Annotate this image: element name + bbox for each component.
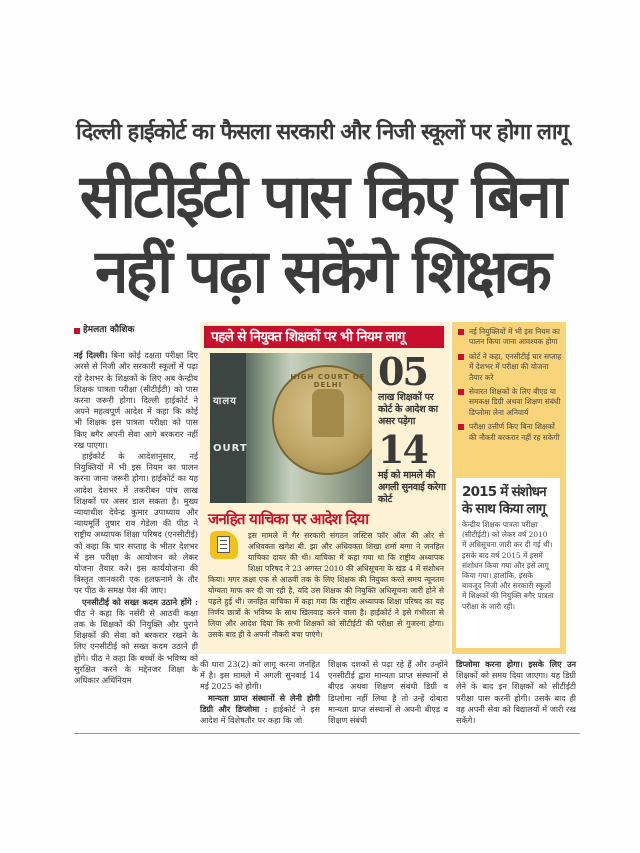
byline-author: हेमलता कौशिक (83, 325, 135, 335)
court-building (210, 353, 246, 503)
sign-hindi: यालय (213, 396, 237, 407)
stat-number: 05 (378, 349, 427, 394)
paragraph: डिप्लोमा करना होगा। इसके लिए उन शिक्षकों को समय दिया जाएगा। यह डिग्री लेने के बाद इन शिक्षकों को सीटीईटी परीक्षा पास करनी होगी। उसके बाद ही वह अपनी सेवा को विद्यालयों में जारी रख सकेंगे। (456, 659, 576, 726)
list-item: परीक्षा उत्तीर्ण किए बिना शिक्षकों की नौकरी बरकरार नहीं रह सकेगी (456, 422, 564, 443)
seal-text: HIGH COURT OF DELHI (290, 373, 366, 389)
sidebar-box-title: 2015 में संशोधन के साथ किया लागू (462, 484, 546, 517)
court-seal-icon (272, 365, 372, 475)
list-item: नई नियुक्तियों में भी इस नियम का पालन किया जाना आवश्यक होगा (456, 327, 564, 348)
byline (74, 325, 198, 336)
headline-line-2: नहीं पढ़ा सकेंगे शिक्षक (95, 237, 549, 307)
stat-label: लाख शिक्षकों पर कोर्ट के आदेश का असर पड़ेगा (378, 392, 438, 427)
left-column (74, 325, 198, 686)
stat-label: मई को मामले की अगली सुनवाई करेगा कोर्ट (378, 470, 446, 505)
document-icon (217, 536, 230, 553)
document-petition-icon (210, 531, 238, 559)
sign-english: OURT (213, 443, 248, 454)
bullet-square-icon (458, 354, 464, 360)
bottom-column-3 (456, 659, 576, 726)
paragraph: मान्यता प्राप्त संस्थानों से लेनी होगी डिग्री और डिप्लोमा : हाईकोर्ट ने इस आदेश में विशेषतौर पर कहा कि जो (200, 692, 320, 726)
sidebar-box-2015 (456, 478, 560, 648)
national-emblem-icon (312, 389, 344, 437)
bottom-divider (74, 733, 580, 734)
paragraph: नई दिल्ली। बिना कोई दक्षता परीक्षा दिए अरसे से निजी और सरकारी स्कूलों में पढ़ा रहे देशभर के शिक्षकों के लिए अब केन्द्रीय शिक्षक पात्रता परीक्षा (सीटीईटी) को पास करना जरूरी होगा। दिल्ली हाईकोर्ट ने अपने महत्वपूर्ण आदेश में कहा कि कोई भी शिक्षक इस पात्रता परीक्षा को पास किए बगैर अपनी सेवा आगे बरकरार नहीं रख पाएगा। (74, 350, 198, 450)
paragraph: हाईकोर्ट के आदेशानुसार, नई नियुक्तियों में भी इस नियम का पालन करना जाना जरूरी होगा। हाईकोर्ट का यह आदेश देशभर में तकरीबन पांच लाख शिक्षकों पर असर डाल सकता है। मुख्य न्यायाधीश देवेन्द्र कुमार उपाध्याय और न्यायमूर्ति तुषार राव गेडेला की पीठ ने राष्ट्रीय अध्यापक शिक्षा परिषद (एनसीटीई) को कहा कि चार सप्ताह के भीतर देशभर में इस परीक्षा के आयोजन को लेकर योजना तैयार करे। इस कार्ययोजना की विस्तृत जानकारी एक हलफनामे के तौर पर पीठ के समक्ष पेश की जाए। (74, 451, 198, 596)
high-court-photo (210, 353, 372, 503)
bottom-column-1 (200, 659, 320, 726)
pil-subheading: जनहित याचिका पर आदेश दिया (208, 510, 369, 528)
sidebar-box-body: केन्द्रीय शिक्षक पात्रता परीक्षा (सीटीईटी) को लेकर वर्ष 2010 में अधिसूचना जारी कर दी गई थी। इसके बाद वर्ष 2015 में इसमें संशोधन किया गया और इसे लागू किया गया। हालांकि, इसके बावजूद निजी और सरकारी स्कूलों में शिक्षकों की नियुक्ति बगैर पात्रता परीक्षा के जारी रही। (462, 520, 554, 611)
byline-square-icon (74, 328, 80, 334)
key-points-list (456, 327, 564, 447)
pil-paragraph: इस मामले में गैर सरकारी संगठन जस्टिस फॉर ऑल की ओर से अधिवक्ता खगेश बी. झा और अधिवक्ता शिखा शर्मा बग्गा ने जनहित याचिका दायर की थी। याचिका में कहा गया था कि राष्ट्रीय अध्यापक शिक्षा परिषद ने 23 अगस्त 2010 की अधिसूचना के खंड 4 में संशोधन किया। मगर कक्षा एक से आठवीं तक के लिए शिक्षक की नियुक्त करते समय न्यूनतम योग्यता माफ कर दी जा रही है, यदि उस शिक्षक की नियुक्ति अधिसूचना जारी होने से पहले हुई थी। जनहित याचिका में कहा गया कि राष्ट्रीय अध्यापक शिक्षा परिषद का यह निर्णय छात्रों के भविष्य के साथ खिलवाड़ करने वाला है। हाईकोर्ट ने इसे गंभीरता से लिया और आदेश दिया कि सभी शिक्षकों को सीटीईटी की परीक्षा से गुजरना होगा। उसके बाद ही वे अपनी नौकरी बचा पाएंगे। (208, 531, 444, 639)
dateline: नई दिल्ली। (74, 350, 108, 361)
bullet-square-icon (458, 424, 464, 430)
subhead: मान्यता प्राप्त संस्थानों से लेनी होगी डिग्री और डिप्लोमा : (200, 692, 320, 714)
paragraph: शिक्षक दशकों से पढ़ा रहे हैं और उन्होंने एनसीटीई द्वारा मान्यता प्राप्त संस्थानों से बीएड अथवा शिक्षण संबंधी डिग्री व डिप्लोमा नहीं लिया है तो उन्हें दोबारा मान्यता प्राप्त संस्थानों से अपनी बीएड व शिक्षण संबंधी (328, 659, 448, 726)
main-headline (66, 160, 578, 310)
paragraph: की धारा 23(2) को लागू करना जनहित में है। इस मामले में अगली सुनवाई 14 मई 2025 को होगी। (200, 659, 320, 692)
bullet-square-icon (458, 329, 464, 335)
stats-column (378, 349, 450, 508)
section-banner: पहले से नियुक्त शिक्षकों पर भी नियम लागू (204, 326, 444, 348)
stat-number: 14 (378, 427, 427, 472)
subhead: एनसीटीई को सख्त कदम उठाने होंगे : (82, 596, 198, 607)
bottom-column-2 (328, 659, 448, 726)
list-item: कोर्ट ने कहा, एनसीटीई चार सप्ताह में देशभर में परीक्षा की योजना तैयार करे (456, 352, 564, 383)
paragraph: एनसीटीई को सख्त कदम उठाने होंगे : पीठ ने कहा कि नर्सरी से आठवीं कक्षा तक के शिक्षकों की नियुक्ति और पुराने शिक्षकों की सेवा को बरकरार रखने के लिए एनसीटीई को सख्त कदम उठाने ही होंगे। पीठ ने कहा कि बच्चों के भविष्य को सुरक्षित करने के मद्देनजर शिक्षा के अधिकार अधिनियम (74, 596, 198, 686)
bullet-square-icon (458, 389, 464, 395)
list-item: सेवारत शिक्षकों के लिए बीएड या समकक्ष डिग्री अथवा शिक्षण संबंधी डिप्लोमा लेना अनिवार्य (456, 387, 564, 418)
headline-line-1: सीटीईटी पास किए बिना (79, 162, 565, 232)
kicker-headline: दिल्ली हाईकोर्ट का फैसला सरकारी और निजी स्कूलों पर होगा लागू (75, 120, 569, 145)
